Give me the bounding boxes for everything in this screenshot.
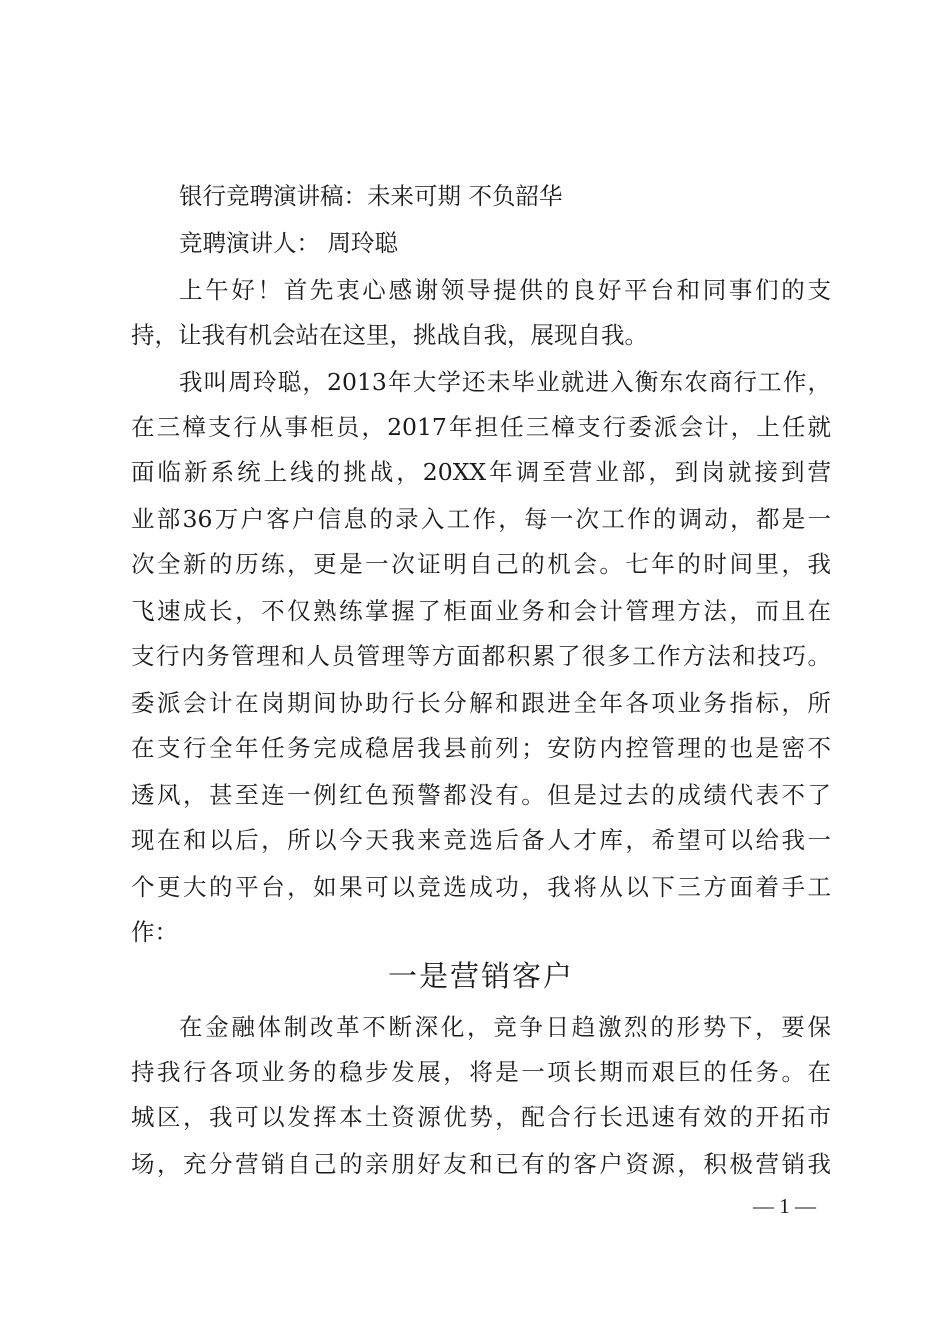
paragraph-line: 次全新的历练，更是一次证明自己的机会。七年的时间里，我 <box>131 550 831 578</box>
paragraph-line: 个更大的平台，如果可以竞选成功，我将从以下三方面着手工 <box>131 873 831 901</box>
page-number: — 1 — <box>753 1194 816 1218</box>
paragraph-line: 在金融体制改革不断深化，竞争日趋激烈的形势下，要保 <box>179 1013 831 1041</box>
section-heading: 一是营销客户 <box>387 959 574 993</box>
speaker-line: 竞聘演讲人： 周玲聪 <box>179 229 398 257</box>
paragraph-line: 在支行全年任务完成稳居我县前列；安防内控管理的也是密不 <box>131 734 831 762</box>
paragraph-line: 场，充分营销自己的亲朋好友和已有的客户资源，积极营销我 <box>131 1150 831 1178</box>
paragraph-line: 面临新系统上线的挑战，20XX年调至营业部，到岗就接到营 <box>131 458 831 486</box>
paragraph-line: 我叫周玲聪，2013年大学还未毕业就进入衡东农商行工作， <box>179 368 831 396</box>
paragraph-line: 业部36万户客户信息的录入工作，每一次工作的调动，都是一 <box>131 505 831 533</box>
paragraph-line: 持，让我有机会站在这里，挑战自我，展现自我。 <box>131 321 648 349</box>
paragraph-line: 城区，我可以发挥本土资源优势，配合行长迅速有效的开拓市 <box>131 1103 831 1131</box>
document-title: 银行竞聘演讲稿：未来可期 不负韶华 <box>179 182 563 210</box>
paragraph-line: 飞速成长，不仅熟练掌握了柜面业务和会计管理方法，而且在 <box>131 597 831 625</box>
paragraph-line: 支行内务管理和人员管理等方面都积累了很多工作方法和技巧。 <box>131 642 831 670</box>
paragraph-line: 作： <box>131 918 178 946</box>
paragraph-line: 透风，甚至连一例红色预警都没有。但是过去的成绩代表不了 <box>131 781 831 809</box>
paragraph-line: 在三樟支行从事柜员，2017年担任三樟支行委派会计，上任就 <box>131 413 831 441</box>
paragraph-line: 现在和以后，所以今天我来竞选后备人才库，希望可以给我一 <box>131 826 831 854</box>
paragraph-line: 上午好！首先衷心感谢领导提供的良好平台和同事们的支 <box>179 276 831 304</box>
paragraph-line: 委派会计在岗期间协助行长分解和跟进全年各项业务指标，所 <box>131 689 831 717</box>
paragraph-line: 持我行各项业务的稳步发展，将是一项长期而艰巨的任务。在 <box>131 1058 831 1086</box>
